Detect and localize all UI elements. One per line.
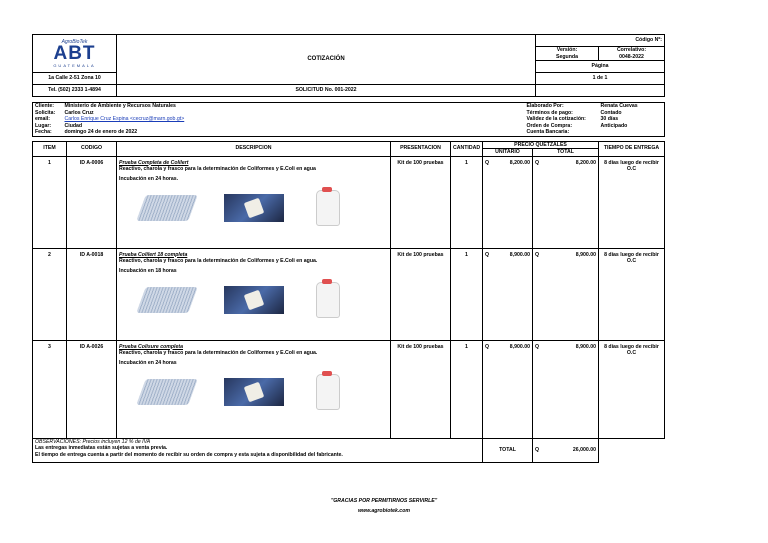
row-item: 2 [33,248,67,340]
row-q-unit: Q [483,156,493,248]
row-total: 8,200.00 [543,156,599,248]
elaborado-label: Elaborado Por: [525,103,599,110]
orden-label: Orden de Compra: [526,122,573,129]
col-entrega: TIEMPO DE ENTREGA [599,141,665,156]
observations-tiempo: El tiempo de entrega cuenta a partir del momento de recibir su orden de compra y esta sujeta a disponibilidad del fabricante. [35,451,343,458]
observations [33,438,483,463]
company-phone: Tel. (502) 2333 1-4894 [33,85,117,97]
correlativo-label: Correlativo: [616,47,647,53]
logo-mark: ABT [53,43,96,65]
col-unitario: UNITARIO [483,149,533,157]
row-presentacion: Kit de 100 pruebas [391,340,451,438]
total-value: 26,000.00 [543,438,599,463]
row-q-total: Q [533,248,543,340]
bottle-image [316,374,340,410]
row-codigo: ID A-0006 [67,156,117,248]
product-title: Prueba Colilert 18 completa [119,251,188,258]
email-label: email: [33,116,63,123]
cuenta-label: Cuenta Bancaria: [525,129,599,136]
col-total: TOTAL [533,149,599,157]
lugar-value: Ciudad [64,122,83,129]
company-address [33,73,117,85]
row-q-unit: Q [483,340,493,438]
product-incubation: Incubación en 24 horas. [119,175,179,182]
row-q-total: Q [533,340,543,438]
product-images [141,374,388,410]
observations-iva: OBSERVACIONES: Precios incluyen 12 % de IVA [35,438,151,445]
email-link[interactable]: Carlos Enrique Cruz Espina <cecruz@marn.gob.gt> [64,116,185,122]
version-label: Versión: [556,47,578,53]
row-total: 8,900.00 [543,340,599,438]
lugar-label: Lugar: [33,123,63,130]
thanks-text: "GRACIAS POR PERMITIRNOS SERVIRLE" [330,498,438,504]
version-value: Segunda [556,53,578,60]
tray-image [136,287,197,313]
product-title: Prueba Completa de Colilert [119,159,189,166]
pagina-label: Página [536,61,665,73]
validez-value: 30 días [599,116,665,123]
client-info-table [32,102,665,137]
row-cantidad: 1 [451,340,483,438]
product-line: Reactivo, charola y frasco para la determinación de Coliformes y E.Coli en agua. [119,350,318,356]
row-codigo: ID A-0026 [67,340,117,438]
row-presentacion: Kit de 100 pruebas [391,156,451,248]
address-text: 1a Calle 2-51 Zona 10 [48,75,101,82]
table-row [33,156,665,248]
items-table [32,141,665,464]
tray-image [136,195,197,221]
table-row [33,340,665,438]
fecha-value: domingo 24 de enero de 2022 [63,129,525,136]
solicitud-number: SOLICITUD No. 001-2022 [117,85,536,97]
row-unitario: 8,200.00 [493,156,533,248]
logo-tagline: AgroBioTek [61,38,88,45]
cliente-value: Ministerio de Ambiente y Recursos Naturales [63,103,525,110]
codigo-label: Código Nº: [536,35,665,47]
logo-country: GUATEMALA [53,63,96,69]
row-descripcion [117,248,391,340]
quotation-sheet [32,34,665,463]
row-total: 8,900.00 [543,248,599,340]
product-images [141,190,388,226]
orden-value: Anticipado [599,123,665,130]
product-line: Reactivo, charola y frasco para la determinación de Coliformes y E.Coli en agua [119,166,316,172]
product-title: Prueba Colisure completa [119,343,183,350]
observations-venta: Las entregas inmediatas están sujetas a venta previa. [35,445,168,451]
product-incubation: Incubación en 18 horas [119,267,177,274]
elaborado-value: Renata Cuevas [599,103,665,110]
row-item: 3 [33,340,67,438]
row-entrega: 8 días luego de recibir O.C [599,248,665,340]
row-cantidad: 1 [451,248,483,340]
col-item: ITEM [33,141,67,156]
company-logo [33,35,117,73]
row-cantidad: 1 [451,156,483,248]
bottle-image [316,282,340,318]
total-label: TOTAL [483,438,533,463]
row-descripcion [117,340,391,438]
product-line: Reactivo, charola y frasco para la determinación de Coliformes y E.Coli en agua. [119,258,318,264]
header-table [32,34,665,97]
row-item: 1 [33,156,67,248]
fecha-label: Fecha: [33,129,63,136]
validez-label: Validez de la cotización: [526,116,586,122]
tray-image [136,379,197,405]
blank-cell [536,85,665,97]
row-q-unit: Q [483,248,493,340]
row-descripcion [117,156,391,248]
terminos-value: Contado [599,110,665,117]
product-images [141,282,388,318]
solicita-value: Carlos Cruz [64,109,94,116]
col-precio: PRECIO QUETZALES [483,141,599,149]
cliente-label: Cliente: [33,103,63,110]
total-q: Q [533,438,543,463]
row-unitario: 8,900.00 [493,340,533,438]
observations-row [33,438,665,447]
table-row [33,248,665,340]
document-title: COTIZACIÓN [117,35,536,85]
hands-image [224,286,284,314]
col-codigo: CODIGO [67,141,117,156]
product-incubation: Incubación en 24 horas [119,359,177,366]
row-q-total: Q [533,156,543,248]
row-unitario: 8,900.00 [493,248,533,340]
terminos-label: Términos de pago: [526,109,573,116]
solicita-label: Solicita: [33,110,63,117]
col-cantidad: CANTIDAD [451,141,483,156]
row-presentacion: Kit de 100 pruebas [391,248,451,340]
row-codigo: ID A-0018 [67,248,117,340]
col-presentacion: PRESENTACION [391,141,451,156]
website-text: www.agrobiotek.com [358,508,410,514]
bottle-image [316,190,340,226]
cuenta-value [599,129,665,136]
blank-cell [599,455,665,463]
correlativo-cell [599,47,665,61]
version-cell [536,47,599,61]
hands-image [224,194,284,222]
col-descripcion: DESCRIPCION [117,141,391,156]
correlativo-value: 0048-2022 [619,53,644,60]
pagina-value: 1 de 1 [536,73,665,85]
blank-cell [599,438,665,447]
hands-image [224,378,284,406]
blank-cell [599,447,665,455]
row-entrega: 8 días luego de recibir O.C [599,156,665,248]
row-entrega: 8 días luego de recibir O.C [599,340,665,438]
